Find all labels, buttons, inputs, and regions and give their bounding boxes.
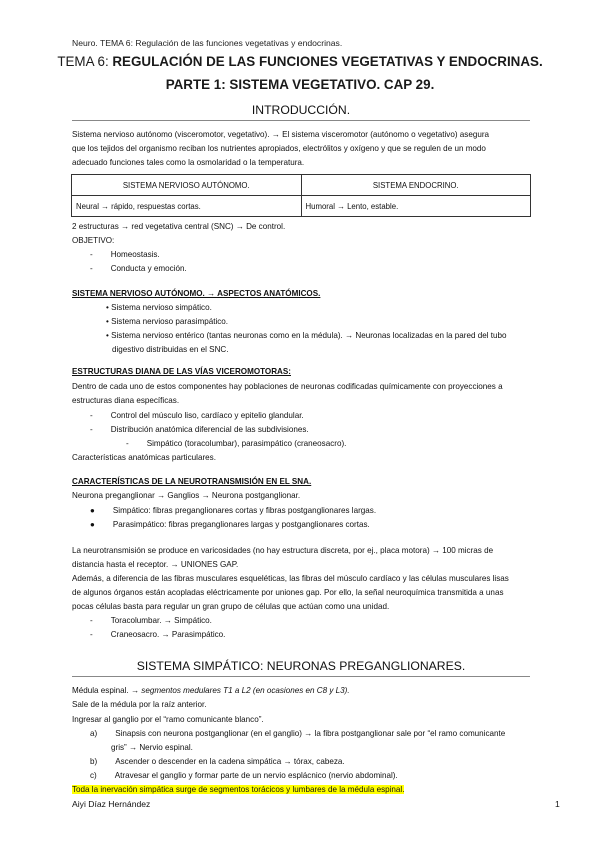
section-heading-neurotransmision: CARACTERÍSTICAS DE LA NEUROTRANSMISIÓN EN EL SNA. — [72, 477, 312, 486]
table-cell-endocrino: Humoral → Lento, estable. — [301, 196, 531, 217]
intro-line-1: Sistema nervioso autónomo (visceromotor, vegetativo). → El sistema visceromotor (autónomo o vegetativo) asegura — [72, 130, 490, 139]
title-rest: REGULACIÓN DE LAS FUNCIONES VEGETATIVAS Y ENDOCRINAS. — [112, 54, 543, 69]
table-cell-sna: Neural → rápido, respuestas cortas. — [72, 196, 302, 217]
title-line-1 — [0, 54, 600, 69]
list-item: ● Parasimpático: fibras preganglionares largas y postganglionares cortas. — [90, 520, 370, 529]
highlighted-sentence: Toda la inervación simpática surge de segmentos torácicos y lumbares de la médula espinal. — [72, 785, 405, 794]
neuro-para-4: de algunos órganos están acopladas eléctricamente por uniones gap. Por ello, la señal neuroquímica transmitida a unas — [72, 588, 504, 597]
list-item: - Control del músculo liso, cardíaco y epitelio glandular. — [90, 411, 304, 420]
title-line-2: PARTE 1: SISTEMA VEGETATIVO. CAP 29. — [165, 77, 435, 92]
section-heading-intro: INTRODUCCIÓN. — [72, 103, 530, 121]
neuro-para-2: distancia hasta el receptor. → UNIONES GAP. — [72, 560, 239, 569]
footer-page-number: 1 — [555, 799, 560, 809]
objetivo-label: OBJETIVO: — [72, 236, 115, 245]
list-item: a) Sinapsis con neurona postganglionar (en el ganglio) → la fibra postganglionar sale por “el ramo comunicante — [90, 729, 506, 738]
list-item: - Distribución anatómica diferencial de las subdivisiones. — [90, 425, 309, 434]
simp-line-2: Sale de la médula por la raíz anterior. — [72, 700, 207, 709]
intro-line-2: que los tejidos del organismo reciban los nutrientes apropiados, electrólitos y oxígeno y que se regulen de un modo — [72, 144, 486, 153]
table-row — [72, 196, 531, 217]
comparison-table — [71, 174, 531, 217]
section-heading-diana: ESTRUCTURAS DIANA DE LAS VÍAS VICEROMOTORAS: — [72, 367, 291, 376]
sub-list-item: - Simpático (toracolumbar), parasimpático (craneosacro). — [126, 439, 347, 448]
simp-line-3: Ingresar al ganglio por el “ramo comunicante blanco”. — [72, 715, 264, 724]
list-item-continuation: gris” → Nervio espinal. — [111, 743, 193, 752]
list-item: - Homeostasis. — [90, 250, 160, 259]
intro-line-3: adecuado funciones tales como la osmolaridad o la temperatura. — [72, 158, 305, 167]
diana-line-1: Dentro de cada uno de estos componentes hay poblaciones de neuronas codificadas químicamente con proyecciones a — [72, 382, 503, 391]
title-prefix: TEMA 6: — [57, 54, 113, 69]
list-item: • Sistema nervioso simpático. — [106, 303, 212, 312]
list-item-continuation: digestivo distribuidas en el SNC. — [112, 345, 229, 354]
diana-last-line: Características anatómicas particulares. — [72, 453, 216, 462]
simp-line-1: Médula espinal. → segmentos medulares T1 a L2 (en ocasiones en C8 y L3). — [72, 686, 350, 695]
list-item: • Sistema nervioso parasimpático. — [106, 317, 229, 326]
list-item: - Toracolumbar. → Simpático. — [90, 616, 212, 625]
list-item: - Conducta y emoción. — [90, 264, 187, 273]
section-heading-anatomicos: SISTEMA NERVIOSO AUTÓNOMO. → ASPECTOS ANATÓMICOS. — [72, 289, 321, 298]
table-header-endocrino: SISTEMA ENDOCRINO. — [301, 175, 531, 196]
estructuras-line: 2 estructuras → red vegetativa central (SNC) → De control. — [72, 222, 286, 231]
list-item: ● Simpático: fibras preganglionares cortas y fibras postganglionares largas. — [90, 506, 377, 515]
list-item: • Sistema nervioso entérico (tantas neuronas como en la médula). → Neuronas localizadas en la pared del tubo — [106, 331, 507, 340]
diana-line-2: estructuras diana específicas. — [72, 396, 180, 405]
list-item: - Craneosacro. → Parasimpático. — [90, 630, 226, 639]
table-header-sna: SISTEMA NERVIOSO AUTÓNOMO. — [72, 175, 302, 196]
running-header: Neuro. TEMA 6: Regulación de las funciones vegetativas y endocrinas. — [72, 38, 343, 48]
section-heading-simpatico: SISTEMA SIMPÁTICO: NEURONAS PREGANGLIONARES. — [72, 659, 530, 677]
table-header-row — [72, 175, 531, 196]
neuro-para-3: Además, a diferencia de las fibras musculares esqueléticas, las fibras del músculo cardíaco y las células musculares lisas — [72, 574, 509, 583]
footer-author: Aiyi Díaz Hernández — [72, 799, 151, 809]
list-item: b) Ascender o descender en la cadena simpática → tórax, cabeza. — [90, 757, 345, 766]
neuro-para-5: pocas células basta para regular un gran grupo de células que actúan como una unidad. — [72, 602, 390, 611]
list-item: c) Atravesar el ganglio y formar parte de un nervio esplácnico (nervio abdominal). — [90, 771, 398, 780]
neuro-para-1: La neurotransmisión se produce en varicosidades (no hay estructura discreta, por ej., placa motora) → 100 micras de — [72, 546, 494, 555]
neuro-line-1: Neurona preganglionar → Ganglios → Neurona postganglionar. — [72, 491, 301, 500]
